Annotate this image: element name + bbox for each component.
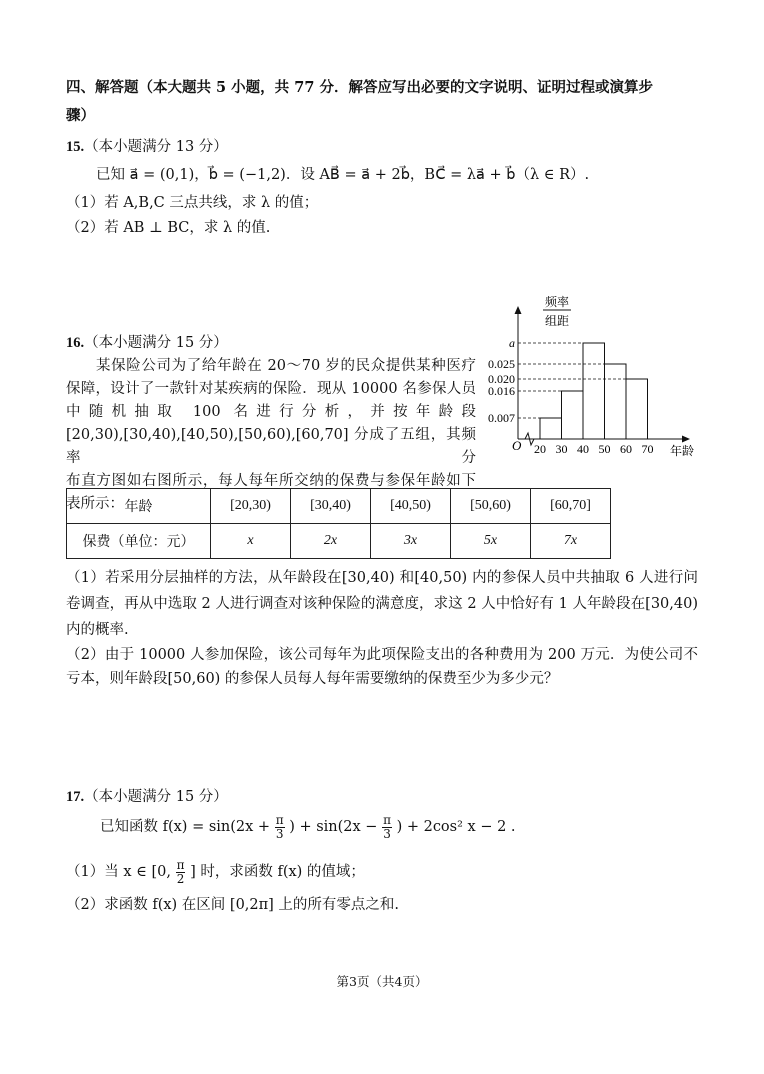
q16-header [66,331,228,352]
q16-body-line: [20,30),[30,40),[40,50),[50,60),[60,70] 分成了五组，其频率分 [66,427,476,466]
y-axis-label-bottom: 组距 [545,314,570,328]
q17-part2: （2）求函数 f(x) 在区间 [0,2π] 上的所有零点之和. [66,897,400,913]
q15-part1: （1）若 A,B,C 三点共线，求 λ 的值； [66,195,319,211]
q16-body-line: 某保险公司为了给年龄在 20～70 岁的民众提供某种医疗 [96,358,476,374]
q17-given [100,812,516,842]
q17-given-suffix: ) + 2cos² x − 2 . [396,819,516,835]
histogram-plot [488,306,690,456]
table-cell-age: [40,50) [371,489,451,524]
q15-part2: （2）若 AB ⊥ BC，求 λ 的值. [66,220,271,236]
q17-number: 17. [66,789,85,805]
table-cell-age: [30,40) [291,489,371,524]
fraction-pi-over-2: $\frac{\pi}{2}$ [176,857,185,886]
q17-given-mid: ) + sin(2x − [289,819,378,835]
section-heading-line1: 四、解答题（本大题共 5 小题，共 77 分．解答应写出必要的文字说明、证明过程或演算步 [66,79,653,96]
frequency-histogram [480,292,720,462]
y-axis-label-top: 频率 [545,295,570,309]
table-cell-age: [60,70] [531,489,611,524]
y-tick-label: 0.025 [488,357,515,371]
table-cell-fee: 5x [451,524,531,559]
q17-part1-suffix: ] 时，求函数 f(x) 的值域； [190,864,365,880]
q17-part1 [66,857,365,887]
q15-score: （本小题满分 13 分） [84,139,228,155]
q16-number: 16. [66,335,85,351]
y-tick-label: 0.016 [488,384,515,398]
table-row-label: 年龄 [67,489,211,524]
table-row-age [67,489,611,524]
y-tick-label: 0.020 [488,372,515,386]
table-cell-fee: 2x [291,524,371,559]
histogram-bar [626,379,648,439]
table-cell-fee: 3x [371,524,451,559]
x-axis-arrow [682,436,690,443]
q17-score: （本小题满分 15 分） [84,789,228,805]
histogram-bar [583,343,605,439]
table-row-fee [67,524,611,559]
table-cell-fee: 7x [531,524,611,559]
q17-header [66,785,228,806]
q16-part1-line: 卷调查，再从中选取 2 人进行调查对该种保险的满意度，求这 2 人中恰好有 1 人年龄段在[30,40) [66,596,698,612]
q17-part1-prefix: （1）当 x ∈ [0, [66,864,171,880]
histogram-bar [605,364,627,439]
q17-given-prefix: 已知函数 f(x) = sin(2x + [100,819,271,835]
q16-body-line: 中随机抽取 100 名进行分析，并按年龄段 [66,404,476,420]
x-tick-label: 60 [620,442,632,456]
table-row-label: 保费（单位：元） [67,524,211,559]
q16-body-line: 表所示： [66,496,124,512]
q16-part1-line: 内的概率. [66,622,129,638]
y-tick-label: 0.007 [488,411,515,425]
q16-part1-line: （1）若采用分层抽样的方法，从年龄段在[30,40) 和[40,50) 内的参保人员中共抽取 6 人进行问 [66,570,698,586]
q16-score: （本小题满分 15 分） [84,335,228,351]
histogram-bar [540,418,562,439]
fraction-pi-over-3: $\frac{\pi}{3}$ [275,812,284,841]
y-tick-label: a [509,336,515,350]
fraction-pi-over-3: $\frac{\pi}{3}$ [383,812,391,841]
page-footer: 第3页（共4页） [336,974,428,989]
q15-header [66,135,228,156]
section-heading-line2: 骤） [66,107,95,124]
table-cell-age: [50,60) [451,489,531,524]
origin-label: O [512,438,522,453]
q16-part1 [66,565,698,643]
q16-part2-line: （2）由于 10000 人参加保险，该公司每年为此项保险支出的各种费用为 200 万元．为使公司不 [66,647,698,663]
histogram-bar [562,391,584,439]
q15-given: 已知 a⃗ = (0,1)，b⃗ = (−1,2)．设 AB⃗ = a⃗ + 2b⃗，BC⃗ = λa⃗ + b⃗（λ ∈ R）. [96,167,590,183]
q16-part2-line: 亏本，则年龄段[50,60) 的参保人员每人每年需要缴纳的保费至少为多少元？ [66,671,559,687]
table-cell-age: [20,30) [211,489,291,524]
x-tick-label: 20 [534,442,546,456]
y-axis-arrow [515,306,522,314]
fee-table [66,488,611,559]
q16-body-line: 布直方图如右图所示，每人每年所交纳的保费与参保年龄如下 [66,473,476,489]
q16-body-line: 保障，设计了一款针对某疾病的保险．现从 10000 名参保人员 [66,381,476,397]
table-cell-fee: x [211,524,291,559]
q16-part2 [66,643,698,691]
x-tick-label: 40 [577,442,589,456]
x-tick-label: 70 [641,442,654,456]
x-axis-label: 年龄 [670,444,695,458]
q15-number: 15. [66,139,85,155]
x-tick-label: 50 [598,442,611,456]
x-tick-label: 30 [555,442,568,456]
